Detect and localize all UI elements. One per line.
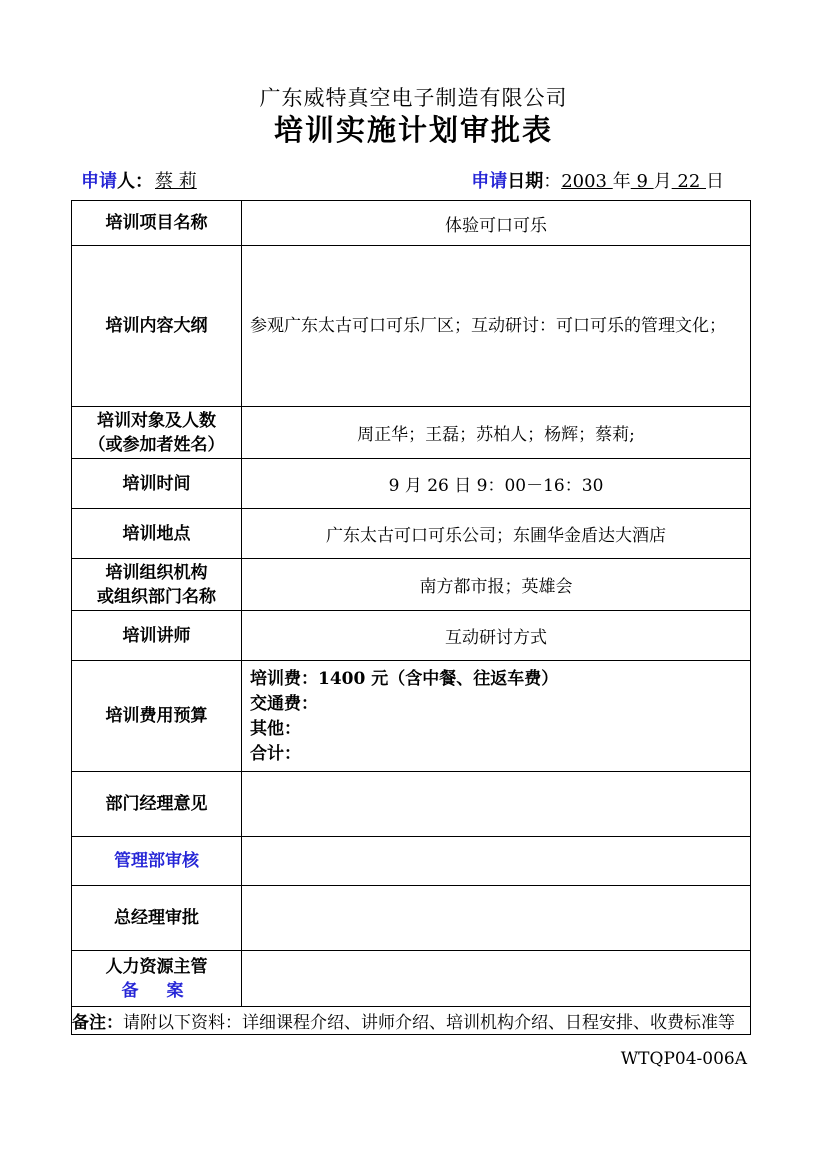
value-admin-review[interactable] (242, 837, 751, 886)
applicant-line (81, 167, 197, 193)
label-participants-line2: （或参加者姓名） (88, 434, 225, 455)
label-gm-approval: 总经理审批 (72, 886, 242, 951)
value-project[interactable]: 体验可口可乐 (242, 201, 751, 246)
label-outline: 培训内容大纲 (72, 246, 242, 407)
date-month-unit: 月 (653, 171, 672, 192)
approval-form-table (71, 200, 751, 1035)
row-admin-review (72, 837, 751, 886)
row-dept-manager (72, 772, 751, 837)
budget-training-fee: 培训费：1400 元（含中餐、往返车费） (250, 669, 559, 689)
value-time[interactable]: 9 月 26 日 9：00－16：30 (242, 459, 751, 509)
application-date-line (471, 167, 724, 193)
date-month: 9 (630, 171, 654, 192)
row-budget (72, 661, 751, 772)
label-organizer-line1: 培训组织机构 (105, 562, 208, 583)
row-hr (72, 951, 751, 1007)
label-hr (72, 951, 242, 1007)
date-year-unit: 年 (612, 171, 631, 192)
row-project (72, 201, 751, 246)
applicant-label-prefix: 申请 (81, 171, 117, 192)
budget-transport-fee: 交通费： (250, 694, 318, 714)
company-name: 广东威特真空电子制造有限公司 (259, 86, 568, 110)
document-number: WTQP04-006A (620, 1049, 747, 1069)
row-time (72, 459, 751, 509)
note-cell (72, 1007, 751, 1035)
note-label: 备注： (72, 1013, 123, 1033)
label-project: 培训项目名称 (72, 201, 242, 246)
row-note (72, 1007, 751, 1035)
budget-total: 合计： (250, 744, 301, 764)
value-outline-cell[interactable] (242, 246, 751, 407)
row-organizer (72, 559, 751, 611)
label-lecturer: 培训讲师 (72, 611, 242, 661)
note-text: 请附以下资料：详细课程介绍、讲师介绍、培训机构介绍、日程安排、收费标准等 (123, 1013, 735, 1033)
applicant-name: 蔡 莉 (155, 171, 197, 192)
label-time: 培训时间 (72, 459, 242, 509)
value-outline: 参观广东太古可口可乐厂区；互动研讨：可口可乐的管理文化； (250, 316, 726, 336)
label-participants (72, 407, 242, 459)
value-gm-approval[interactable] (242, 886, 751, 951)
budget-other: 其他： (250, 719, 301, 739)
date-label-suffix: 日期 (507, 171, 544, 192)
row-outline (72, 246, 751, 407)
label-organizer (72, 559, 242, 611)
value-dept-manager[interactable] (242, 772, 751, 837)
applicant-label-suffix: 人： (117, 171, 153, 192)
label-organizer-line2: 或组织部门名称 (97, 586, 216, 607)
form-title: 培训实施计划审批表 (273, 113, 553, 147)
label-dept-manager: 部门经理意见 (72, 772, 242, 837)
value-budget-cell[interactable] (242, 661, 751, 772)
date-colon: ： (543, 171, 562, 192)
value-location[interactable]: 广东太古可口可乐公司；东圃华金盾达大酒店 (242, 509, 751, 559)
value-lecturer[interactable]: 互动研讨方式 (242, 611, 751, 661)
label-admin-review: 管理部审核 (72, 837, 242, 886)
label-hr-line1: 人力资源主管 (105, 956, 208, 977)
date-year: 2003 (561, 171, 613, 192)
label-location: 培训地点 (72, 509, 242, 559)
label-budget: 培训费用预算 (72, 661, 242, 772)
date-day-unit: 日 (706, 171, 724, 192)
row-location (72, 509, 751, 559)
value-hr[interactable] (242, 951, 751, 1007)
value-organizer[interactable]: 南方都市报；英雄会 (242, 559, 751, 611)
row-gm-approval (72, 886, 751, 951)
row-participants (72, 407, 751, 459)
row-lecturer (72, 611, 751, 661)
label-hr-line2: 备案 (121, 980, 212, 1001)
label-participants-line1: 培训对象及人数 (97, 410, 216, 431)
date-day: 22 (671, 171, 706, 192)
value-participants[interactable]: 周正华；王磊；苏柏人；杨辉；蔡莉; (242, 407, 751, 459)
date-label-prefix: 申请 (471, 171, 508, 192)
